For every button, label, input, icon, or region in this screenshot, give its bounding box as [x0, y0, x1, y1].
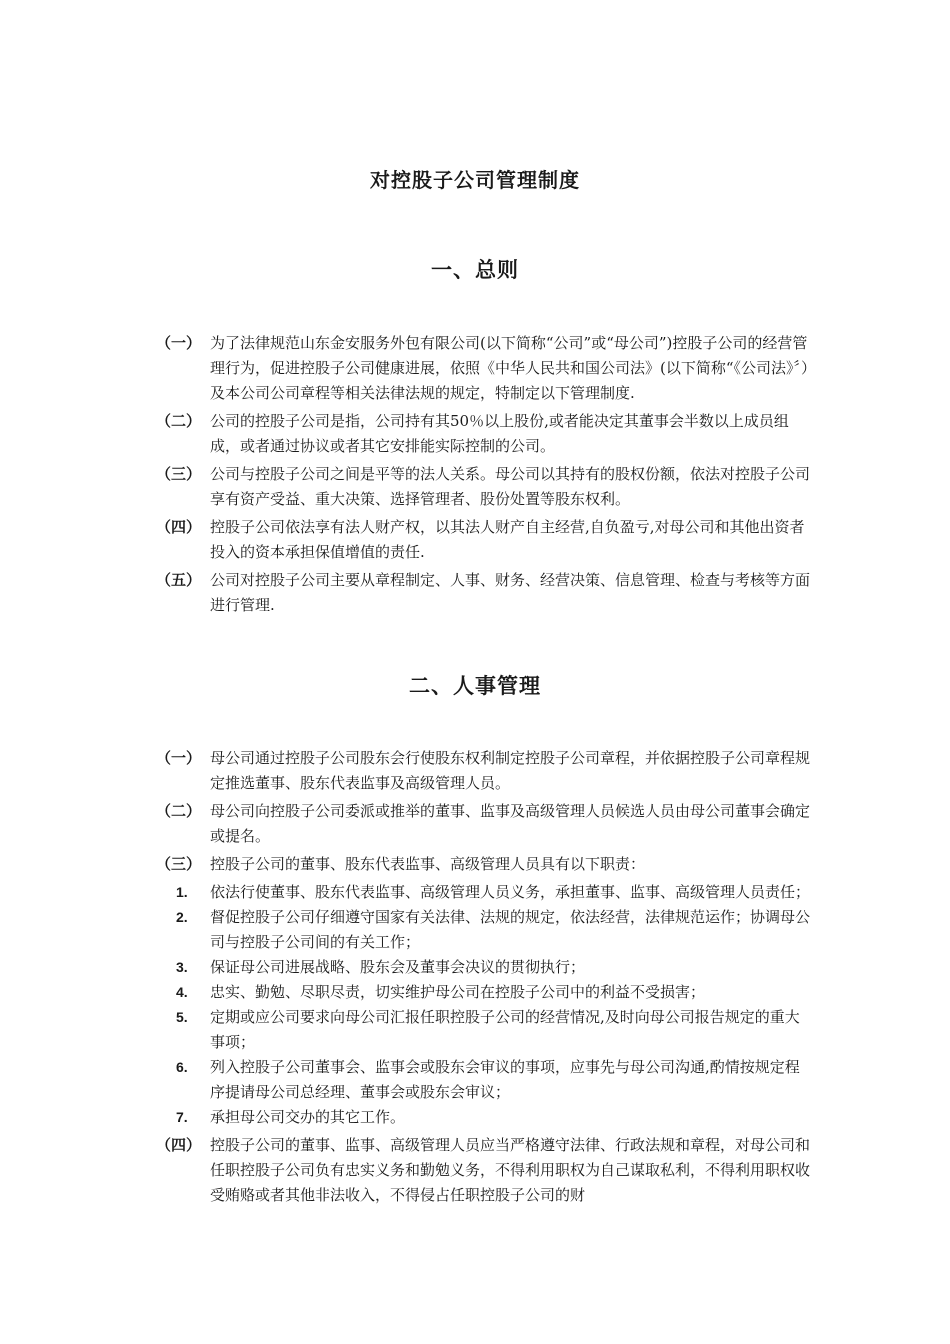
duty-number: 4. [176, 984, 188, 1000]
duty-number: 7. [176, 1109, 188, 1125]
duty-item-6 [0, 1055, 950, 1105]
duty-text: 忠实、勤勉、尽职尽责，切实维护母公司在控股子公司中的利益不受损害； [210, 983, 706, 1001]
personnel-item-4 [0, 1133, 950, 1208]
item-label: （一） [156, 749, 202, 767]
duty-number: 3. [176, 959, 188, 975]
personnel-item-3 [0, 852, 950, 877]
duty-item-5 [0, 1005, 950, 1055]
personnel-item-2 [0, 799, 950, 849]
item-label: （五） [156, 571, 202, 589]
duty-item-2 [0, 905, 950, 955]
item-label: （四） [156, 518, 202, 536]
item-text: 控股子公司依法享有法人财产权，以其法人财产自主经营,自负盈亏,对母公司和其他出资者投入的资本承担保值增值的责任. [210, 518, 805, 561]
personnel-management-list [0, 746, 950, 1211]
duty-text: 定期或应公司要求向母公司汇报任职控股子公司的经营情况,及时向母公司报告规定的重大事项； [210, 1008, 800, 1051]
item-label: （四） [156, 1136, 202, 1154]
duty-number: 1. [176, 884, 188, 900]
item-text: 公司对控股子公司主要从章程制定、人事、财务、经营决策、信息管理、检查与考核等方面进行管理. [210, 571, 811, 614]
duty-item-1 [0, 880, 950, 905]
duty-text: 督促控股子公司仔细遵守国家有关法律、法规的规定，依法经营，法律规范运作；协调母公司与控股子公司间的有关工作； [210, 908, 811, 951]
duty-number: 6. [176, 1059, 188, 1075]
general-item-1 [0, 331, 950, 406]
duty-number: 2. [176, 909, 188, 925]
duty-item-4 [0, 980, 950, 1005]
duty-item-7 [0, 1105, 950, 1130]
personnel-item-1 [0, 746, 950, 796]
item-label: （二） [156, 412, 202, 430]
duty-text: 承担母公司交办的其它工作。 [210, 1108, 406, 1126]
general-item-2 [0, 409, 950, 459]
item-label: （三） [156, 855, 202, 873]
item-text: 公司与控股子公司之间是平等的法人关系。母公司以其持有的股权份额，依法对控股子公司享有资产受益、重大决策、选择管理者、股份处置等股东权利。 [210, 465, 811, 508]
item-text: 母公司向控股子公司委派或推举的董事、监事及高级管理人员候选人员由母公司董事会确定或提名。 [210, 802, 811, 845]
document-title: 对控股子公司管理制度 [370, 168, 580, 192]
duty-item-3 [0, 955, 950, 980]
general-item-5 [0, 568, 950, 618]
duty-text: 保证母公司进展战略、股东会及董事会决议的贯彻执行； [210, 958, 586, 976]
item-label: （三） [156, 465, 202, 483]
duty-text: 依法行使董事、股东代表监事、高级管理人员义务，承担董事、监事、高级管理人员责任； [210, 883, 811, 901]
section-heading-general: 一、总则 [431, 257, 519, 282]
general-provisions-list [0, 331, 950, 621]
item-text: 控股子公司的董事、监事、高级管理人员应当严格遵守法律、行政法规和章程，对母公司和任职控股子公司负有忠实义务和勤勉义务，不得利用职权为自己谋取私利，不得利用职权收受贿赂或者其他非法收入，不得侵占任职控股子公司的财 [210, 1136, 811, 1204]
item-text: 公司的控股子公司是指，公司持有其50％以上股份,或者能决定其董事会半数以上成员组成，或者通过协议或者其它安排能实际控制的公司。 [210, 412, 789, 455]
general-item-3 [0, 462, 950, 512]
duties-list [0, 880, 950, 1130]
duties-container [0, 880, 950, 1130]
general-item-4 [0, 515, 950, 565]
duty-text: 列入控股子公司董事会、监事会或股东会审议的事项，应事先与母公司沟通,酌情按规定程序提请母公司总经理、董事会或股东会审议； [210, 1058, 800, 1101]
item-text: 控股子公司的董事、股东代表监事、高级管理人员具有以下职责： [210, 855, 646, 873]
item-text: 母公司通过控股子公司股东会行使股东权利制定控股子公司章程，并依据控股子公司章程规定推选董事、股东代表监事及高级管理人员。 [210, 749, 811, 792]
duty-number: 5. [176, 1009, 188, 1025]
item-text: 为了法律规范山东金安服务外包有限公司(以下简称“公司”或“母公司”)控股子公司的经营管理行为，促进控股子公司健康进展，依照《中华人民共和国公司法》(以下简称“《公司法》〞）及本公司公司章程等相关法律法规的规定，特制定以下管理制度. [210, 334, 809, 402]
item-label: （二） [156, 802, 202, 820]
section-heading-personnel: 二、人事管理 [409, 673, 541, 698]
item-label: （一） [156, 334, 202, 352]
